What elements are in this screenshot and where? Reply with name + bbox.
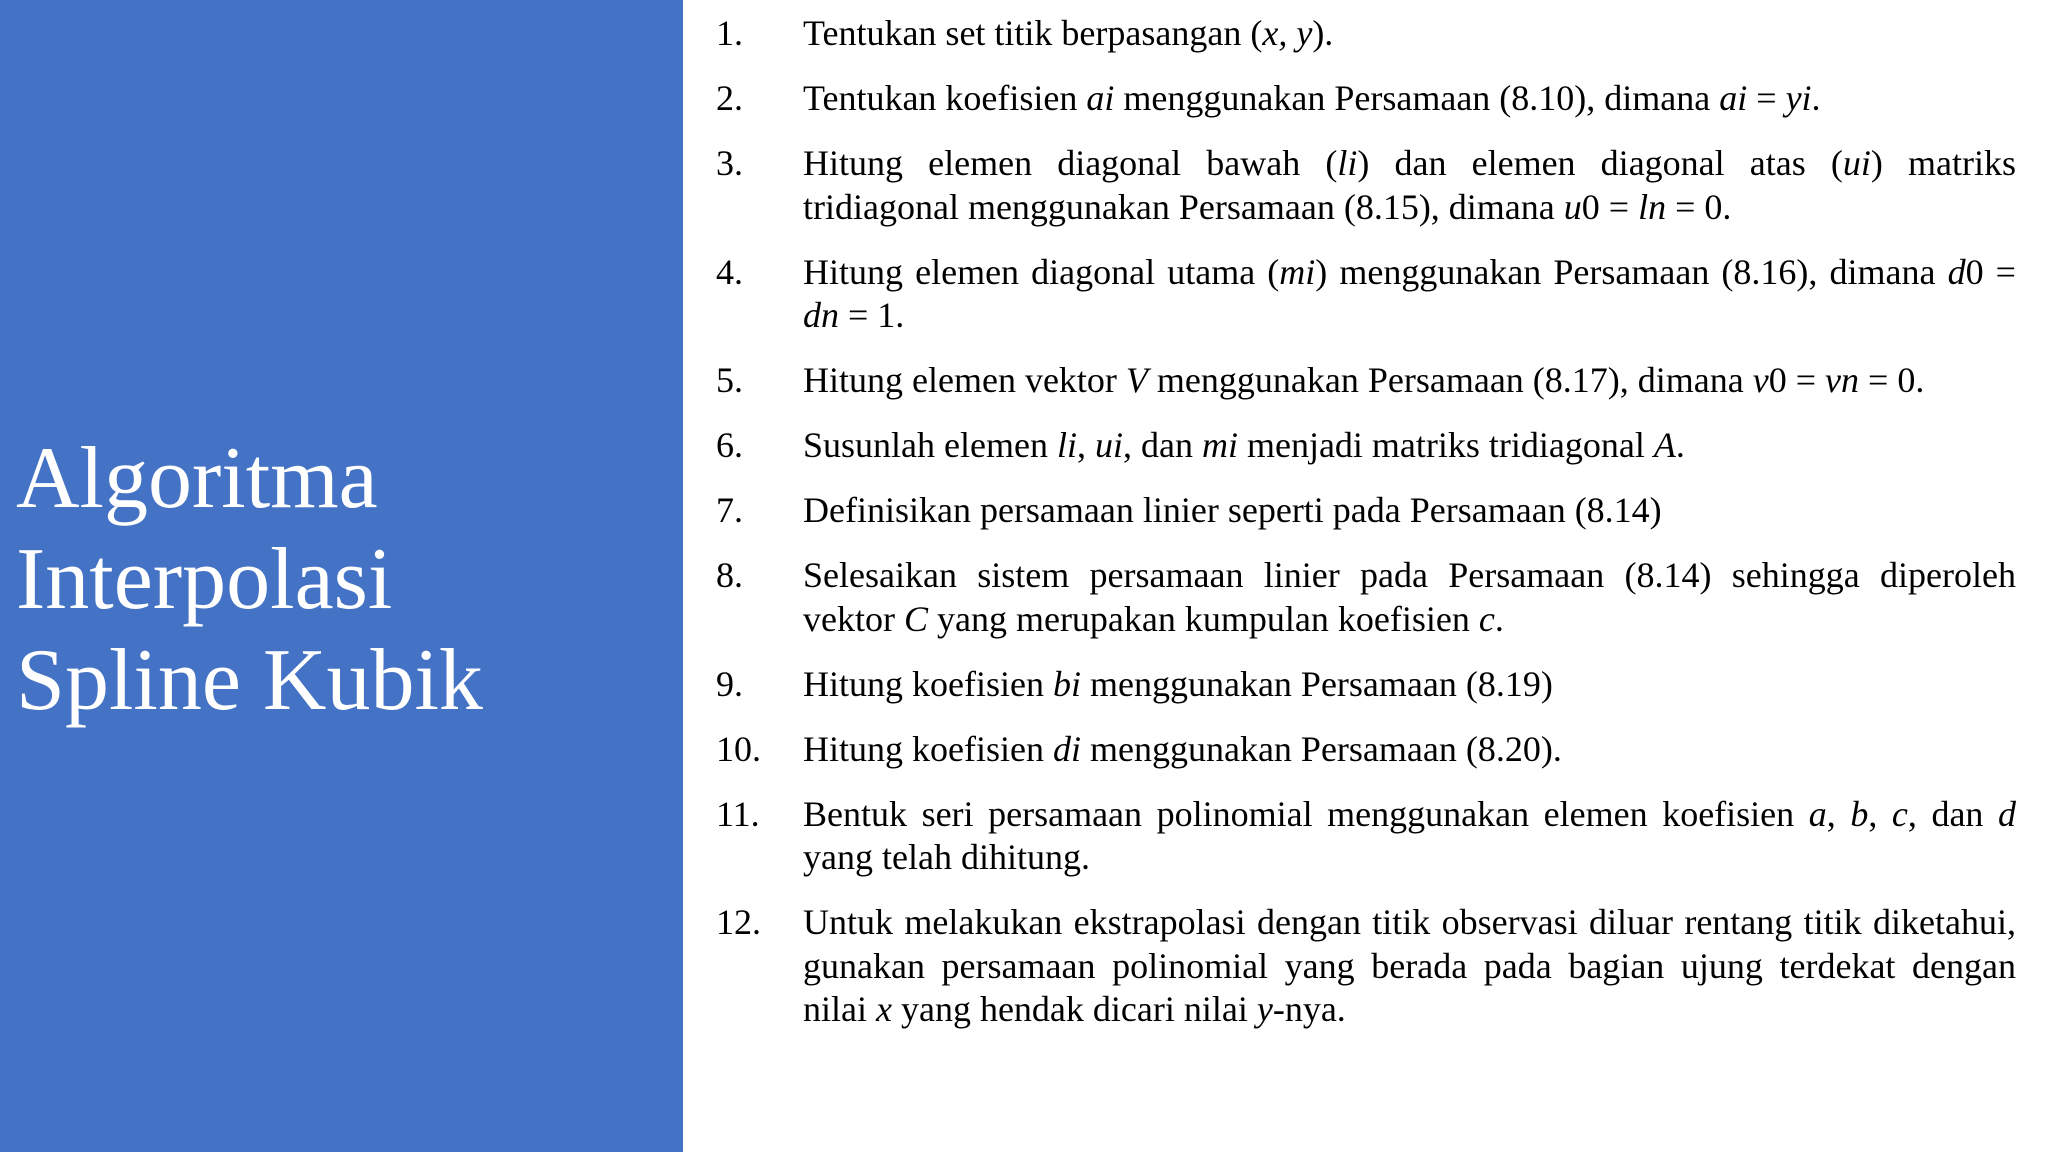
step-number: 12. (716, 902, 761, 942)
step-item (716, 728, 2016, 772)
step-item (716, 251, 2016, 338)
slide-title (16, 428, 676, 731)
step-item (716, 142, 2016, 229)
step-item (716, 77, 2016, 121)
step-item (716, 359, 2016, 403)
step-number: 10. (716, 728, 761, 769)
step-text: Bentuk seri persamaan polinomial menggunakan elemen koefisien a, b, c, dan d yang telah dihitung. (803, 793, 2017, 877)
step-text: Definisikan persamaan linier seperti pada Persamaan (8.14) (803, 490, 1662, 530)
algorithm-steps-list (716, 12, 2016, 1053)
slide-title-line: Algoritma (16, 430, 378, 527)
step-number: 3. (716, 143, 743, 183)
step-text: Hitung koefisien di menggunakan Persamaan (8.20). (803, 728, 1562, 769)
step-text: Susunlah elemen li, ui, dan mi menjadi matriks tridiagonal A. (803, 425, 1685, 465)
slide-title-line: Interpolasi (16, 531, 393, 628)
title-panel (0, 0, 683, 1152)
step-text: Hitung elemen diagonal bawah (li) dan elemen diagonal atas (ui) matriks tridiagonal menggunakan Persamaan (8.15), dimana u0 = ln = 0. (803, 143, 2016, 227)
step-number: 4. (716, 251, 743, 292)
step-text: Hitung elemen diagonal utama (mi) menggunakan Persamaan (8.16), dimana d0 = dn = 1. (803, 251, 2016, 335)
step-item (716, 424, 2016, 468)
step-item (716, 663, 2016, 707)
step-number: 11. (716, 793, 760, 834)
slide-title-line: Spline Kubik (16, 632, 483, 729)
step-number: 9. (716, 663, 743, 704)
step-text: Selesaikan sistem persamaan linier pada Persamaan (8.14) sehingga diperoleh vektor C yang merupakan kumpulan koefisien c. (803, 555, 2016, 639)
step-item (716, 901, 2016, 1032)
step-number: 5. (716, 360, 743, 400)
step-item (716, 554, 2016, 641)
step-item (716, 489, 2016, 533)
step-number: 8. (716, 555, 743, 595)
step-number: 7. (716, 490, 743, 530)
step-number: 2. (716, 78, 743, 118)
step-number: 1. (716, 13, 743, 53)
step-text: Untuk melakukan ekstrapolasi dengan titik observasi diluar rentang titik diketahui, gunakan persamaan polinomial yang berada pada bagian ujung terdekat dengan nilai x yang hendak dicari nilai y-nya. (803, 902, 2016, 1029)
step-item (716, 12, 2016, 56)
step-item (716, 793, 2016, 880)
step-text: Hitung elemen vektor V menggunakan Persamaan (8.17), dimana v0 = vn = 0. (803, 360, 1925, 400)
step-text: Hitung koefisien bi menggunakan Persamaan (8.19) (803, 663, 1553, 704)
step-number: 6. (716, 425, 743, 465)
step-text: Tentukan set titik berpasangan (x, y). (803, 13, 1334, 53)
step-text: Tentukan koefisien ai menggunakan Persamaan (8.10), dimana ai = yi. (803, 78, 1821, 118)
